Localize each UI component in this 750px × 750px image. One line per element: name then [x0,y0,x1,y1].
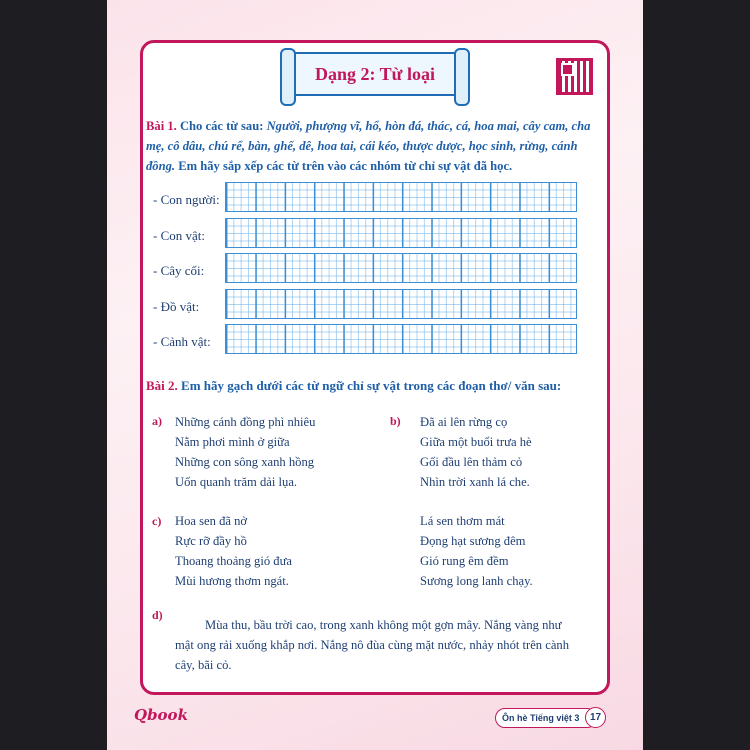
exercise-1 [146,116,602,176]
group-row-objects [153,289,583,319]
poem-line: Mùi hương thơm ngát. [175,574,289,588]
title-banner [287,52,463,96]
poem-line: Giữa một buổi trưa hè [420,435,532,449]
exercise-1-intro: Cho các từ sau: [176,119,267,133]
group-row-people [153,182,583,212]
poem-b-mark: b) [390,414,401,428]
poem-line: Rực rỡ đầy hồ [175,534,247,548]
poem-line: Gối đầu lên thảm cỏ [420,455,523,469]
group-label: - Cảnh vật: [153,334,211,349]
poem-line: Hoa sen đã nở [175,514,248,528]
poem-line: Uốn quanh trăm dải lụa. [175,475,298,489]
poem-line: Lá sen thơm mát [420,514,505,528]
exercise-2-text: Em hãy gạch dưới các từ ngữ chỉ sự vật trong các đoạn thơ/ văn sau: [177,378,562,393]
exercise-1-words: Người, phượng vĩ, hổ, hòn đá, thác, cá, hoa mai, cây cam, cha mẹ, cô dâu, chú rể, bàn, ghế, dê, hoa tai, cái kéo, thược dược, học sinh, rừng, cánh đồng. [146,119,591,173]
prose-d-mark: d) [152,608,163,622]
poem-a [175,412,315,492]
book-title: Ôn hè Tiếng việt 3 [502,713,580,723]
group-row-animals [153,218,583,248]
qr-code-icon[interactable] [556,58,593,95]
group-label: - Đồ vật: [153,299,200,314]
workbook-page [107,0,643,750]
poem-line: Sương long lanh chạy. [420,574,533,588]
writing-grid[interactable] [225,182,577,212]
poem-c-mark: c) [152,514,162,528]
poem-b [420,412,532,492]
poem-a-mark: a) [152,414,162,428]
poem-c-second-stanza [420,511,533,591]
page-title: Dạng 2: Từ loại [315,63,435,84]
writing-grid[interactable] [225,253,577,283]
qbook-logo: Qbook [134,706,188,724]
poem-line: Nhìn trời xanh lá che. [420,475,530,489]
book-title-tag [495,708,597,728]
exercise-2 [146,378,602,394]
poem-c [175,511,292,591]
poem-line: Đã ai lên rừng cọ [420,415,508,429]
writing-grid[interactable] [225,218,577,248]
poem-line: Nằm phơi mình ở giữa [175,435,290,449]
prose-d: Mùa thu, bầu trời cao, trong xanh không một gợn mây. Nắng vàng như mật ong rải xuống khắp nơi. Nắng nô đùa cùng mặt nước, nhảy nhót trên cành cây, bãi cỏ. [175,618,570,672]
exercise-1-label: Bài 1. [146,119,177,133]
exercise-1-ask: Em hãy sắp xếp các từ trên vào các nhóm từ chỉ sự vật đã học. [175,159,513,173]
group-label: - Con vật: [153,228,205,243]
group-row-plants [153,253,583,283]
group-label: - Cây cối: [153,263,205,278]
poem-line: Gió rung êm đềm [420,554,509,568]
poem-line: Đọng hạt sương đêm [420,534,526,548]
writing-grid[interactable] [225,324,577,354]
poem-line: Thoang thoảng gió đưa [175,554,292,568]
writing-grid[interactable] [225,289,577,319]
group-row-scenery [153,324,583,354]
poem-line: Những cánh đồng phì nhiêu [175,415,316,429]
poem-line: Những con sông xanh hồng [175,455,315,469]
page-number: 17 [585,707,606,728]
exercise-2-label: Bài 2. [146,378,178,393]
group-label: - Con người: [153,192,220,207]
